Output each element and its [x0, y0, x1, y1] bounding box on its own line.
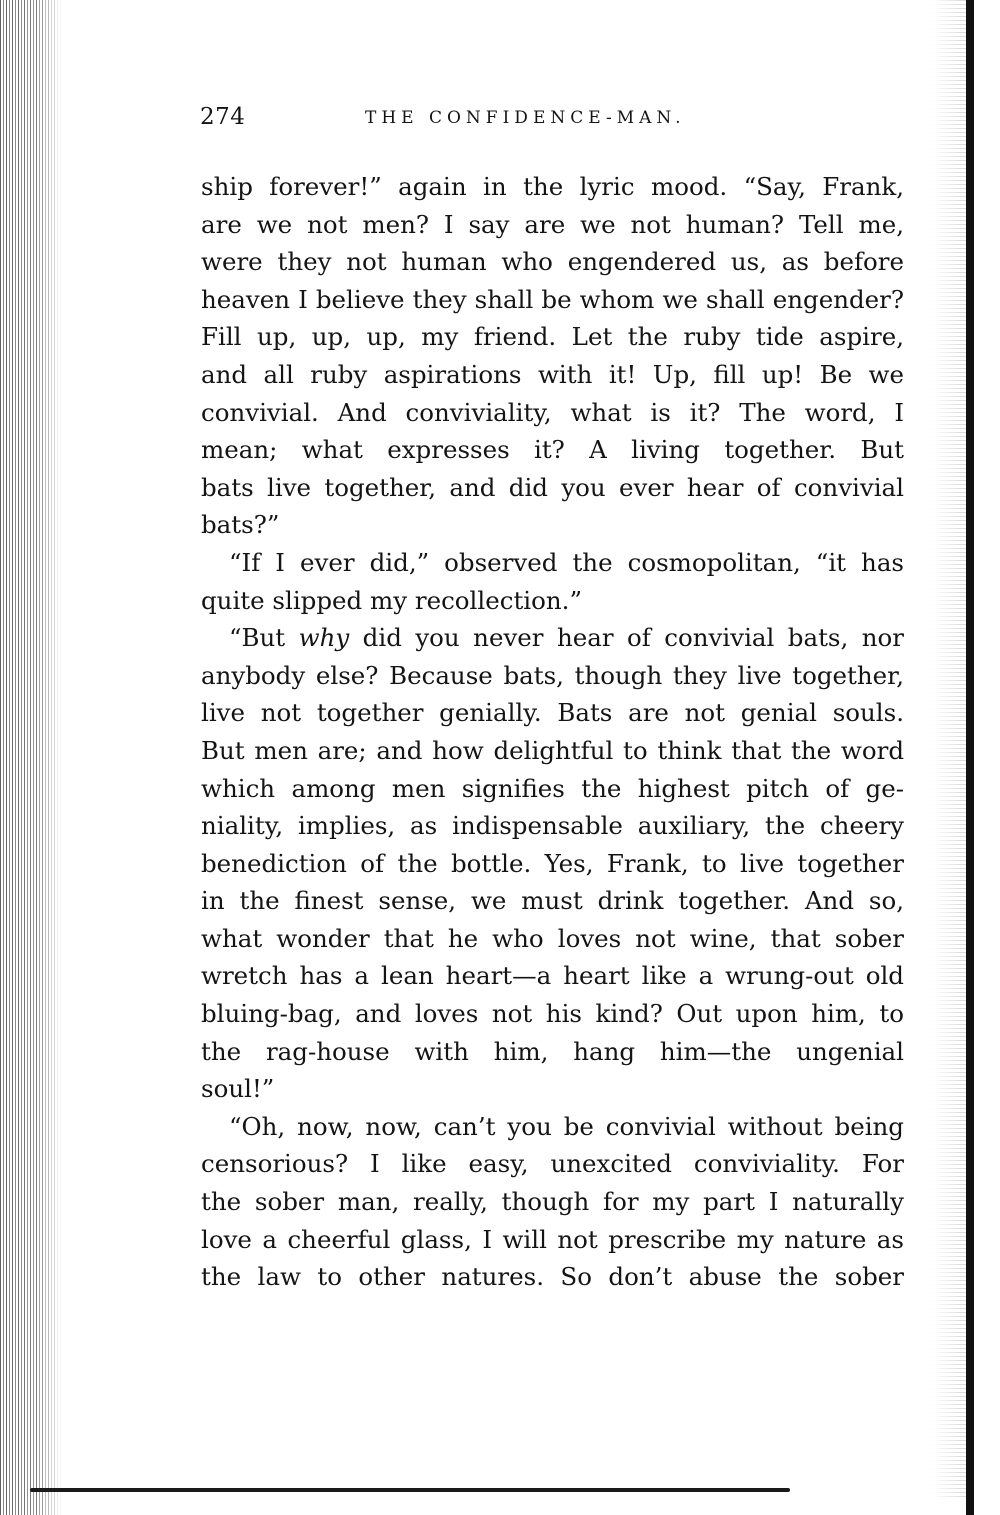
text-line: convivial. And conviviality, what is it? The word, I: [201, 397, 904, 427]
text-line: soul!”: [201, 1074, 275, 1104]
right-binding-edge: [966, 0, 974, 1515]
text-line: anybody else? Because bats, though they live together,: [201, 660, 904, 690]
left-binding-edge: [0, 0, 62, 1515]
text-line: bluing-bag, and loves not his kind? Out upon him, to: [201, 999, 904, 1029]
text-line: But men are; and how delightful to think that the word: [201, 735, 904, 765]
page-number: 274: [200, 104, 246, 130]
text-line: what wonder that he who loves not wine, that sober: [201, 923, 904, 953]
text-line: censorious? I like easy, unexcited conviviality. For: [201, 1149, 904, 1179]
text-line: benediction of the bottle. Yes, Frank, to live together: [201, 848, 904, 878]
text-line: are we not men? I say are we not human? Tell me,: [201, 209, 904, 239]
text-line: mean; what expresses it? A living together. But: [201, 435, 904, 465]
emphasized-word: why: [298, 623, 350, 653]
text-line: love a cheerful glass, I will not prescribe my nature as: [201, 1224, 904, 1254]
text-line: live not together genially. Bats are not genial souls.: [201, 698, 904, 728]
text-line: ship forever!” again in the lyric mood. “Say, Frank,: [201, 172, 904, 201]
running-title: THE CONFIDENCE-MAN.: [365, 108, 686, 128]
text-line: heaven I believe they shall be whom we shall engender?: [201, 284, 904, 314]
text-line: Fill up, up, up, my friend. Let the ruby tide aspire,: [201, 322, 904, 352]
text-line: niality, implies, as indispensable auxiliary, the cheery: [201, 811, 904, 841]
text-line: the law to other natures. So don’t abuse the sober: [201, 1262, 904, 1292]
text-line: which among men signifies the highest pitch of ge-: [201, 773, 904, 803]
right-page-shading: [932, 0, 966, 1500]
text-line: “If I ever did,” observed the cosmopolitan, “it has: [229, 547, 904, 577]
page-header: [200, 104, 760, 138]
text-line: and all ruby aspirations with it! Up, fill up! Be we: [201, 359, 904, 389]
text-line: “But why did you never hear of convivial bats, nor: [229, 623, 904, 653]
text-line: wretch has a lean heart—a heart like a wrung-out old: [201, 961, 904, 991]
text-line: bats?”: [201, 510, 280, 540]
text-line: the sober man, really, though for my part I naturally: [201, 1187, 904, 1217]
text-line: “Oh, now, now, can’t you be convivial without being: [229, 1111, 904, 1141]
text-line: bats live together, and did you ever hear of convivial: [201, 472, 904, 502]
body-text: [201, 168, 904, 1296]
text-line: quite slipped my recollection.”: [201, 585, 582, 615]
text-line: the rag-house with him, hang him—the ungenial: [201, 1036, 904, 1066]
bottom-page-edge: [30, 1488, 790, 1492]
text-line: were they not human who engendered us, as before: [201, 247, 904, 277]
text-line: in the finest sense, we must drink together. And so,: [201, 886, 904, 916]
